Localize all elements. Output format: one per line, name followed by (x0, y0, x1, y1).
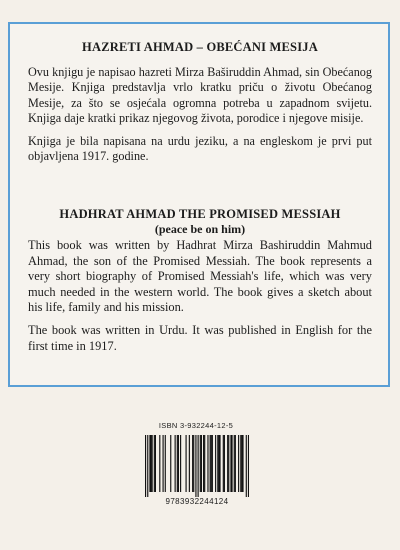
barcode-bar (219, 435, 220, 492)
english-paragraph-2: The book was written in Urdu. It was published in English for the first time in 1917. (28, 322, 372, 353)
barcode-bar (231, 435, 232, 492)
barcode-bar (227, 435, 228, 492)
ean-number: 9783932244124 (165, 497, 229, 506)
barcode-bar (201, 435, 202, 492)
barcode-bar (210, 435, 211, 492)
english-subtitle: (peace be on him) (154, 222, 246, 236)
barcode-bar (186, 435, 187, 492)
barcode-bar (207, 435, 208, 492)
english-title: HADHRAT AHMAD THE PROMISED MESSIAH (59, 207, 341, 221)
barcode-bar (217, 435, 218, 492)
bosnian-title: HAZRETI AHMAD – OBEĆANI MESIJA (82, 40, 318, 54)
barcode-bar (224, 435, 225, 492)
english-section (28, 207, 372, 354)
barcode-bar (204, 435, 205, 492)
barcode-bar (218, 435, 219, 492)
barcode-bar (192, 435, 193, 492)
barcode-bar (240, 435, 241, 492)
barcode-bar (177, 435, 178, 492)
barcode-bar (159, 435, 160, 492)
barcode-bar (223, 435, 224, 492)
barcode-bar (195, 435, 196, 497)
barcode-bar (234, 435, 235, 492)
barcode-bar (198, 435, 199, 497)
barcode-bar (189, 435, 190, 492)
barcode-bar (154, 435, 155, 492)
barcode-bar (175, 435, 176, 492)
barcode-bar (230, 435, 231, 492)
barcode-bar (150, 435, 151, 492)
isbn-label: ISBN 3-932244-12-5 (158, 421, 234, 430)
barcode-bar (248, 435, 249, 497)
barcode-bar (152, 435, 153, 492)
barcode-bar (211, 435, 212, 492)
barcode-bar (193, 435, 194, 492)
barcode-bar (163, 435, 164, 492)
barcode-bar (155, 435, 156, 492)
barcode-bar (178, 435, 179, 492)
barcode-bar (180, 435, 181, 492)
barcode-bar (203, 435, 204, 492)
barcode-bar (228, 435, 229, 492)
barcode-bars (145, 435, 249, 497)
barcode-bar (170, 435, 171, 492)
barcode-bar (149, 435, 150, 492)
barcode-bar (246, 435, 247, 497)
barcode-bar (147, 435, 148, 497)
english-paragraph-1: This book was written by Hadhrat Mirza Bashiruddin Mahmud Ahmad, the son of the Promised Messiah. The book represents a very short biography of Promised Messiah's life, which was very much needed in the western world. The book gives a sketch about his life, family and his mission. (28, 238, 372, 315)
bosnian-section (28, 40, 372, 165)
barcode-bar (212, 435, 213, 492)
barcode-bar (238, 435, 239, 492)
barcode (141, 421, 251, 511)
bosnian-paragraph-2: Knjiga je bila napisana na urdu jeziku, a na engleskom je prvi put objavljena 1917. godine. (28, 134, 372, 164)
barcode-bar (241, 435, 242, 492)
barcode-bar (200, 435, 201, 492)
barcode-bar (242, 435, 243, 492)
barcode-bar (235, 435, 236, 492)
barcode-bar (215, 435, 216, 492)
bosnian-paragraph-1: Ovu knjigu je napisao hazreti Mirza Baširuddin Ahmad, sin Obećanog Mesije. Knjiga predstavlja vrlo kratku priču o životu Obećanog Mesije, za što se osjećala ogromna potreba u zapadnom svijetu. Knjiga daje kratki prikaz njegovog života, porodice i njegove misije. (28, 65, 372, 125)
barcode-bar (145, 435, 146, 497)
barcode-bar (165, 435, 166, 492)
